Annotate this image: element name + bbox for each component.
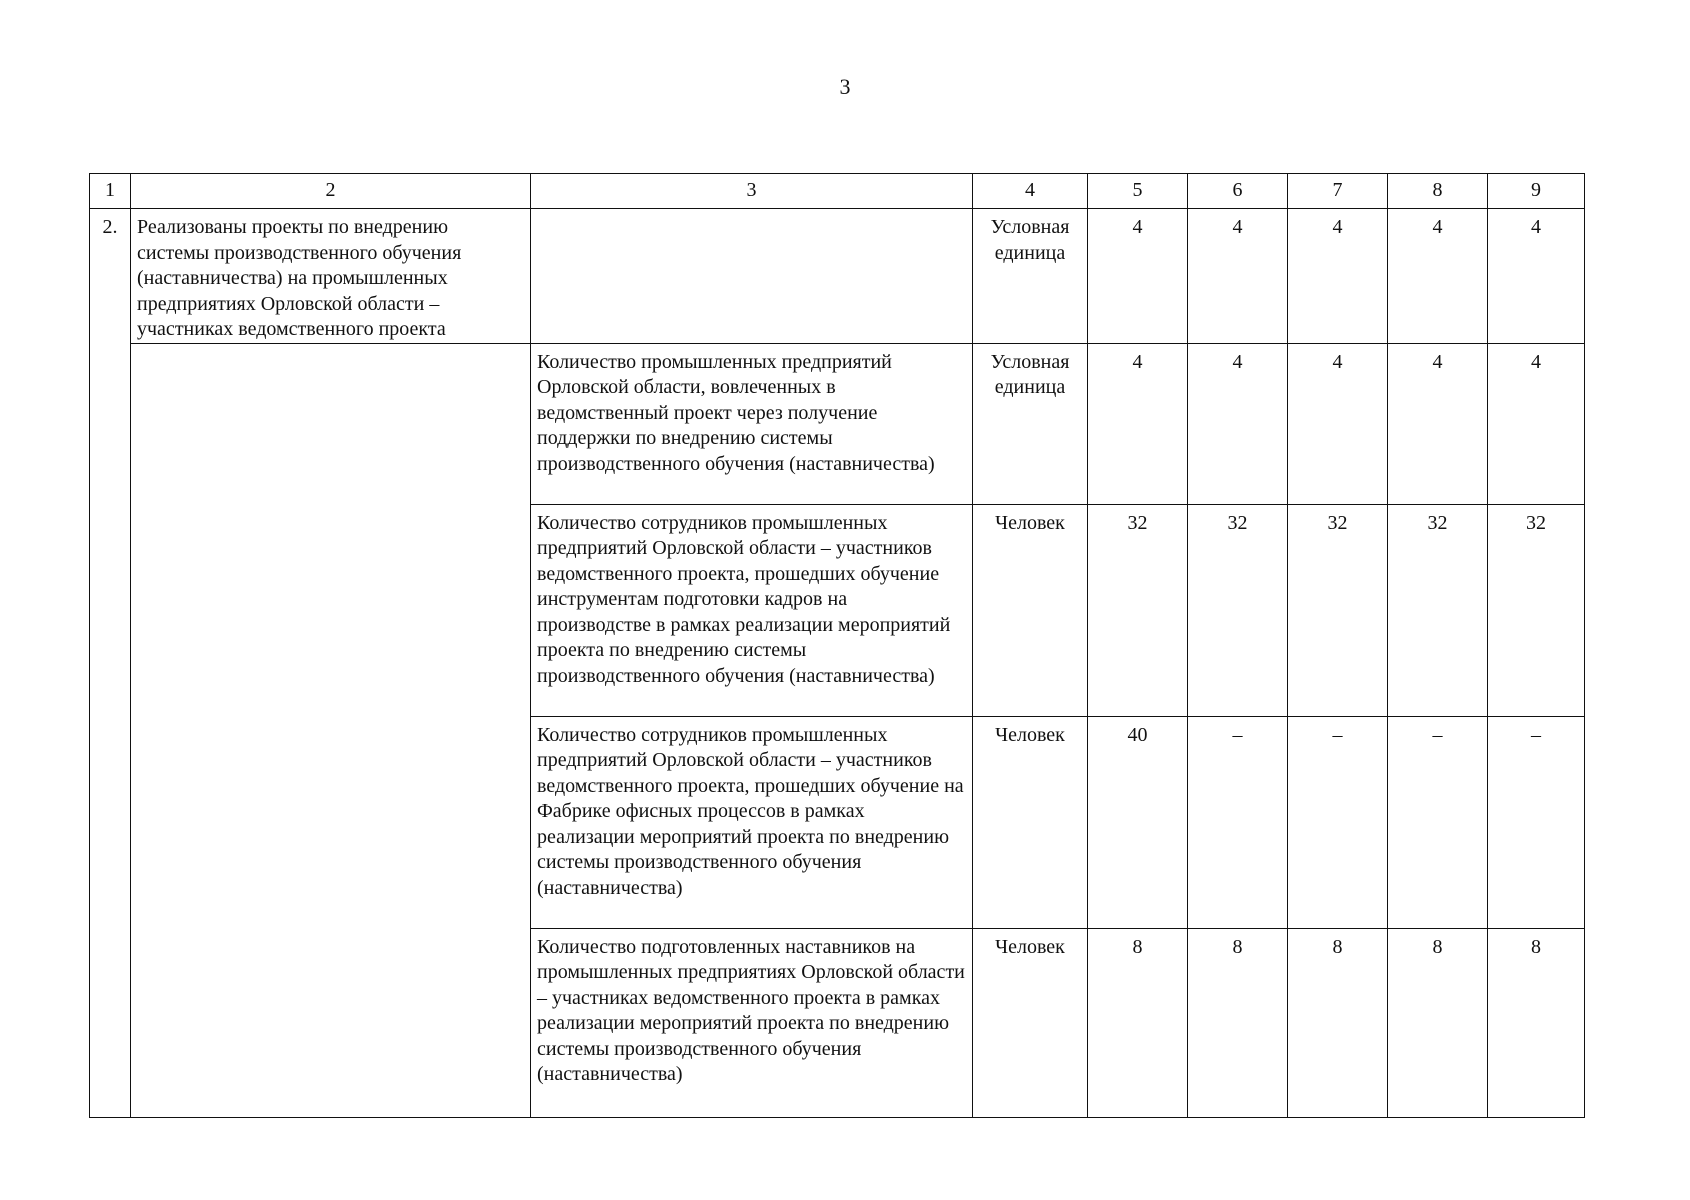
value-cell: 4 (1188, 209, 1288, 344)
value-cell: 32 (1488, 504, 1585, 716)
value-cell: – (1488, 716, 1585, 928)
value-cell: 32 (1388, 504, 1488, 716)
value-cell: 8 (1488, 928, 1585, 1117)
value-cell: 8 (1388, 928, 1488, 1117)
indicator-table (89, 173, 1585, 1118)
value-cell: 4 (1388, 343, 1488, 504)
value-cell: 32 (1088, 504, 1188, 716)
value-cell: – (1388, 716, 1488, 928)
value-cell: 8 (1288, 928, 1388, 1117)
indicator-text: Количество промышленных предприятий Орловской области, вовлеченных в ведомственный проект через получение поддержки по внедрению системы производственного обучения (наставничества) (531, 343, 973, 504)
unit-cell: Условная единица (973, 343, 1088, 504)
value-cell: 8 (1088, 928, 1188, 1117)
value-cell: 4 (1088, 209, 1188, 344)
value-cell: 32 (1188, 504, 1288, 716)
value-cell: – (1288, 716, 1388, 928)
value-cell: 8 (1188, 928, 1288, 1117)
header-cell: 2 (131, 174, 531, 209)
value-cell: 4 (1388, 209, 1488, 344)
header-cell: 1 (90, 174, 131, 209)
value-cell: 4 (1288, 343, 1388, 504)
value-cell: 40 (1088, 716, 1188, 928)
table-header-row (90, 174, 1585, 209)
empty-cell (131, 343, 531, 1117)
value-cell: 4 (1288, 209, 1388, 344)
indicator-text: Количество подготовленных наставников на промышленных предприятиях Орловской области – участниках ведомственного проекта в рамках реализации мероприятий проекта по внедрению системы производственного обучения (наставничества) (531, 928, 973, 1117)
indicator-text: Количество сотрудников промышленных предприятий Орловской области – участников ведомственного проекта, прошедших обучение на Фабрике офисных процессов в рамках реализации мероприятий проекта по внедрению системы производственного обучения (наставничества) (531, 716, 973, 928)
header-cell: 9 (1488, 174, 1585, 209)
table-row (90, 209, 1585, 344)
unit-cell: Человек (973, 716, 1088, 928)
unit-cell: Человек (973, 928, 1088, 1117)
value-cell: 32 (1288, 504, 1388, 716)
value-cell: 4 (1188, 343, 1288, 504)
row-number: 2. (90, 209, 131, 1118)
value-cell: – (1188, 716, 1288, 928)
table-row (90, 343, 1585, 504)
header-cell: 4 (973, 174, 1088, 209)
result-indicator (531, 209, 973, 344)
result-text: Реализованы проекты по внедрению системы производственного обучения (наставничества) на промышленных предприятиях Орловской области – участниках ведомственного проекта (131, 209, 531, 344)
header-cell: 3 (531, 174, 973, 209)
unit-cell: Условная единица (973, 209, 1088, 344)
value-cell: 4 (1088, 343, 1188, 504)
header-cell: 8 (1388, 174, 1488, 209)
value-cell: 4 (1488, 209, 1585, 344)
header-cell: 6 (1188, 174, 1288, 209)
indicator-text: Количество сотрудников промышленных предприятий Орловской области – участников ведомственного проекта, прошедших обучение инструментам подготовки кадров на производстве в рамках реализации мероприятий проекта по внедрению системы производственного обучения (наставничества) (531, 504, 973, 716)
value-cell: 4 (1488, 343, 1585, 504)
header-cell: 7 (1288, 174, 1388, 209)
header-cell: 5 (1088, 174, 1188, 209)
page-number: 3 (839, 74, 851, 99)
unit-cell: Человек (973, 504, 1088, 716)
